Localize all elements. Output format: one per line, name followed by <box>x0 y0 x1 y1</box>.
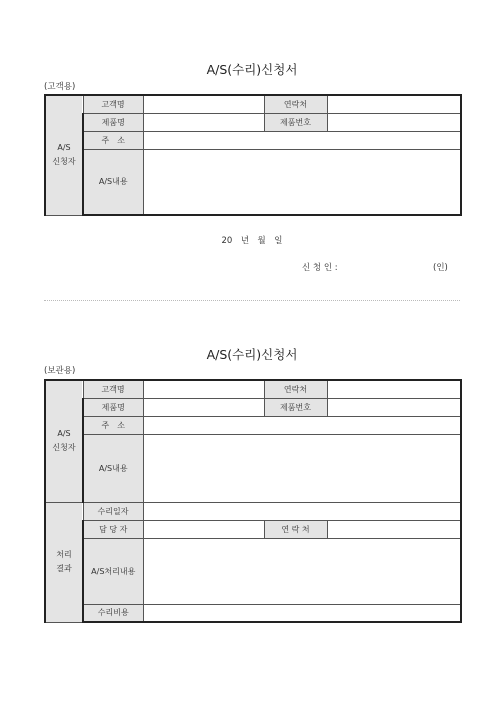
form2-contact-field[interactable] <box>327 380 461 398</box>
form1-product-name-label: 제품명 <box>83 113 143 131</box>
form2-as-details-label: A/S내용 <box>83 434 143 502</box>
form2-staff-contact-label: 연 락 처 <box>264 520 327 538</box>
form2-address-label: 주 소 <box>83 416 143 434</box>
form2-applicant-group-line2: 신청자 <box>52 443 76 453</box>
form1-customer-name-label: 고객명 <box>83 95 143 113</box>
form2-repair-date-label: 수리일자 <box>83 502 143 520</box>
form2-customer-name-label: 고객명 <box>83 380 143 398</box>
form1-address-field[interactable] <box>143 131 461 149</box>
form1-applicant-group-line1: A/S <box>57 143 71 153</box>
form1-contact-label: 연락처 <box>264 95 327 113</box>
form2-staff-label: 담 당 자 <box>83 520 143 538</box>
form2-repair-cost-label: 수리비용 <box>83 604 143 622</box>
form2-as-processing-field[interactable] <box>143 538 461 604</box>
form2-as-details-field[interactable] <box>143 434 461 502</box>
form1-title: A/S(수리)신청서 <box>206 62 298 77</box>
form2-table <box>44 379 462 623</box>
form2-address-field[interactable] <box>143 416 461 434</box>
form1-customer-name-field[interactable] <box>143 95 264 113</box>
form1-address-label: 주 소 <box>83 131 143 149</box>
form1-product-name-field[interactable] <box>143 113 264 131</box>
form2-product-number-label: 제품번호 <box>264 398 327 416</box>
form2-result-group-line2: 결과 <box>56 564 72 573</box>
form1-applicant-group <box>45 95 83 215</box>
form1-copy-label: (고객용) <box>44 82 76 92</box>
form1-product-number-field[interactable] <box>327 113 461 131</box>
form1-applicant-group-line2: 신청자 <box>52 157 76 167</box>
form2-product-name-field[interactable] <box>143 398 264 416</box>
form2-result-group <box>45 502 83 622</box>
form2-result-group-line1: 처리 <box>56 550 72 559</box>
form1-as-details-label: A/S내용 <box>83 149 143 215</box>
form1-contact-field[interactable] <box>327 95 461 113</box>
form2-staff-field[interactable] <box>143 520 264 538</box>
form2-customer-name-field[interactable] <box>143 380 264 398</box>
seal-mark: (인) <box>433 263 448 273</box>
form2-repair-date-field[interactable] <box>143 502 461 520</box>
form2-repair-cost-field[interactable] <box>143 604 461 622</box>
form1-as-details-field[interactable] <box>143 149 461 215</box>
cut-line-divider <box>44 300 460 301</box>
form2-title: A/S(수리)신청서 <box>206 347 298 362</box>
form2-product-number-field[interactable] <box>327 398 461 416</box>
form2-applicant-group <box>45 380 83 502</box>
form2-as-processing-label: A/S처리내용 <box>83 538 143 604</box>
form2-applicant-group-line1: A/S <box>57 429 71 439</box>
form2-product-name-label: 제품명 <box>83 398 143 416</box>
form1-table <box>44 94 462 216</box>
form2-copy-label: (보관용) <box>44 366 76 376</box>
form1-product-number-label: 제품번호 <box>264 113 327 131</box>
date-line: 20 년 월 일 <box>221 236 283 246</box>
form2-staff-contact-field[interactable] <box>327 520 461 538</box>
form2-contact-label: 연락처 <box>264 380 327 398</box>
applicant-label: 신 청 인 : <box>302 263 338 273</box>
